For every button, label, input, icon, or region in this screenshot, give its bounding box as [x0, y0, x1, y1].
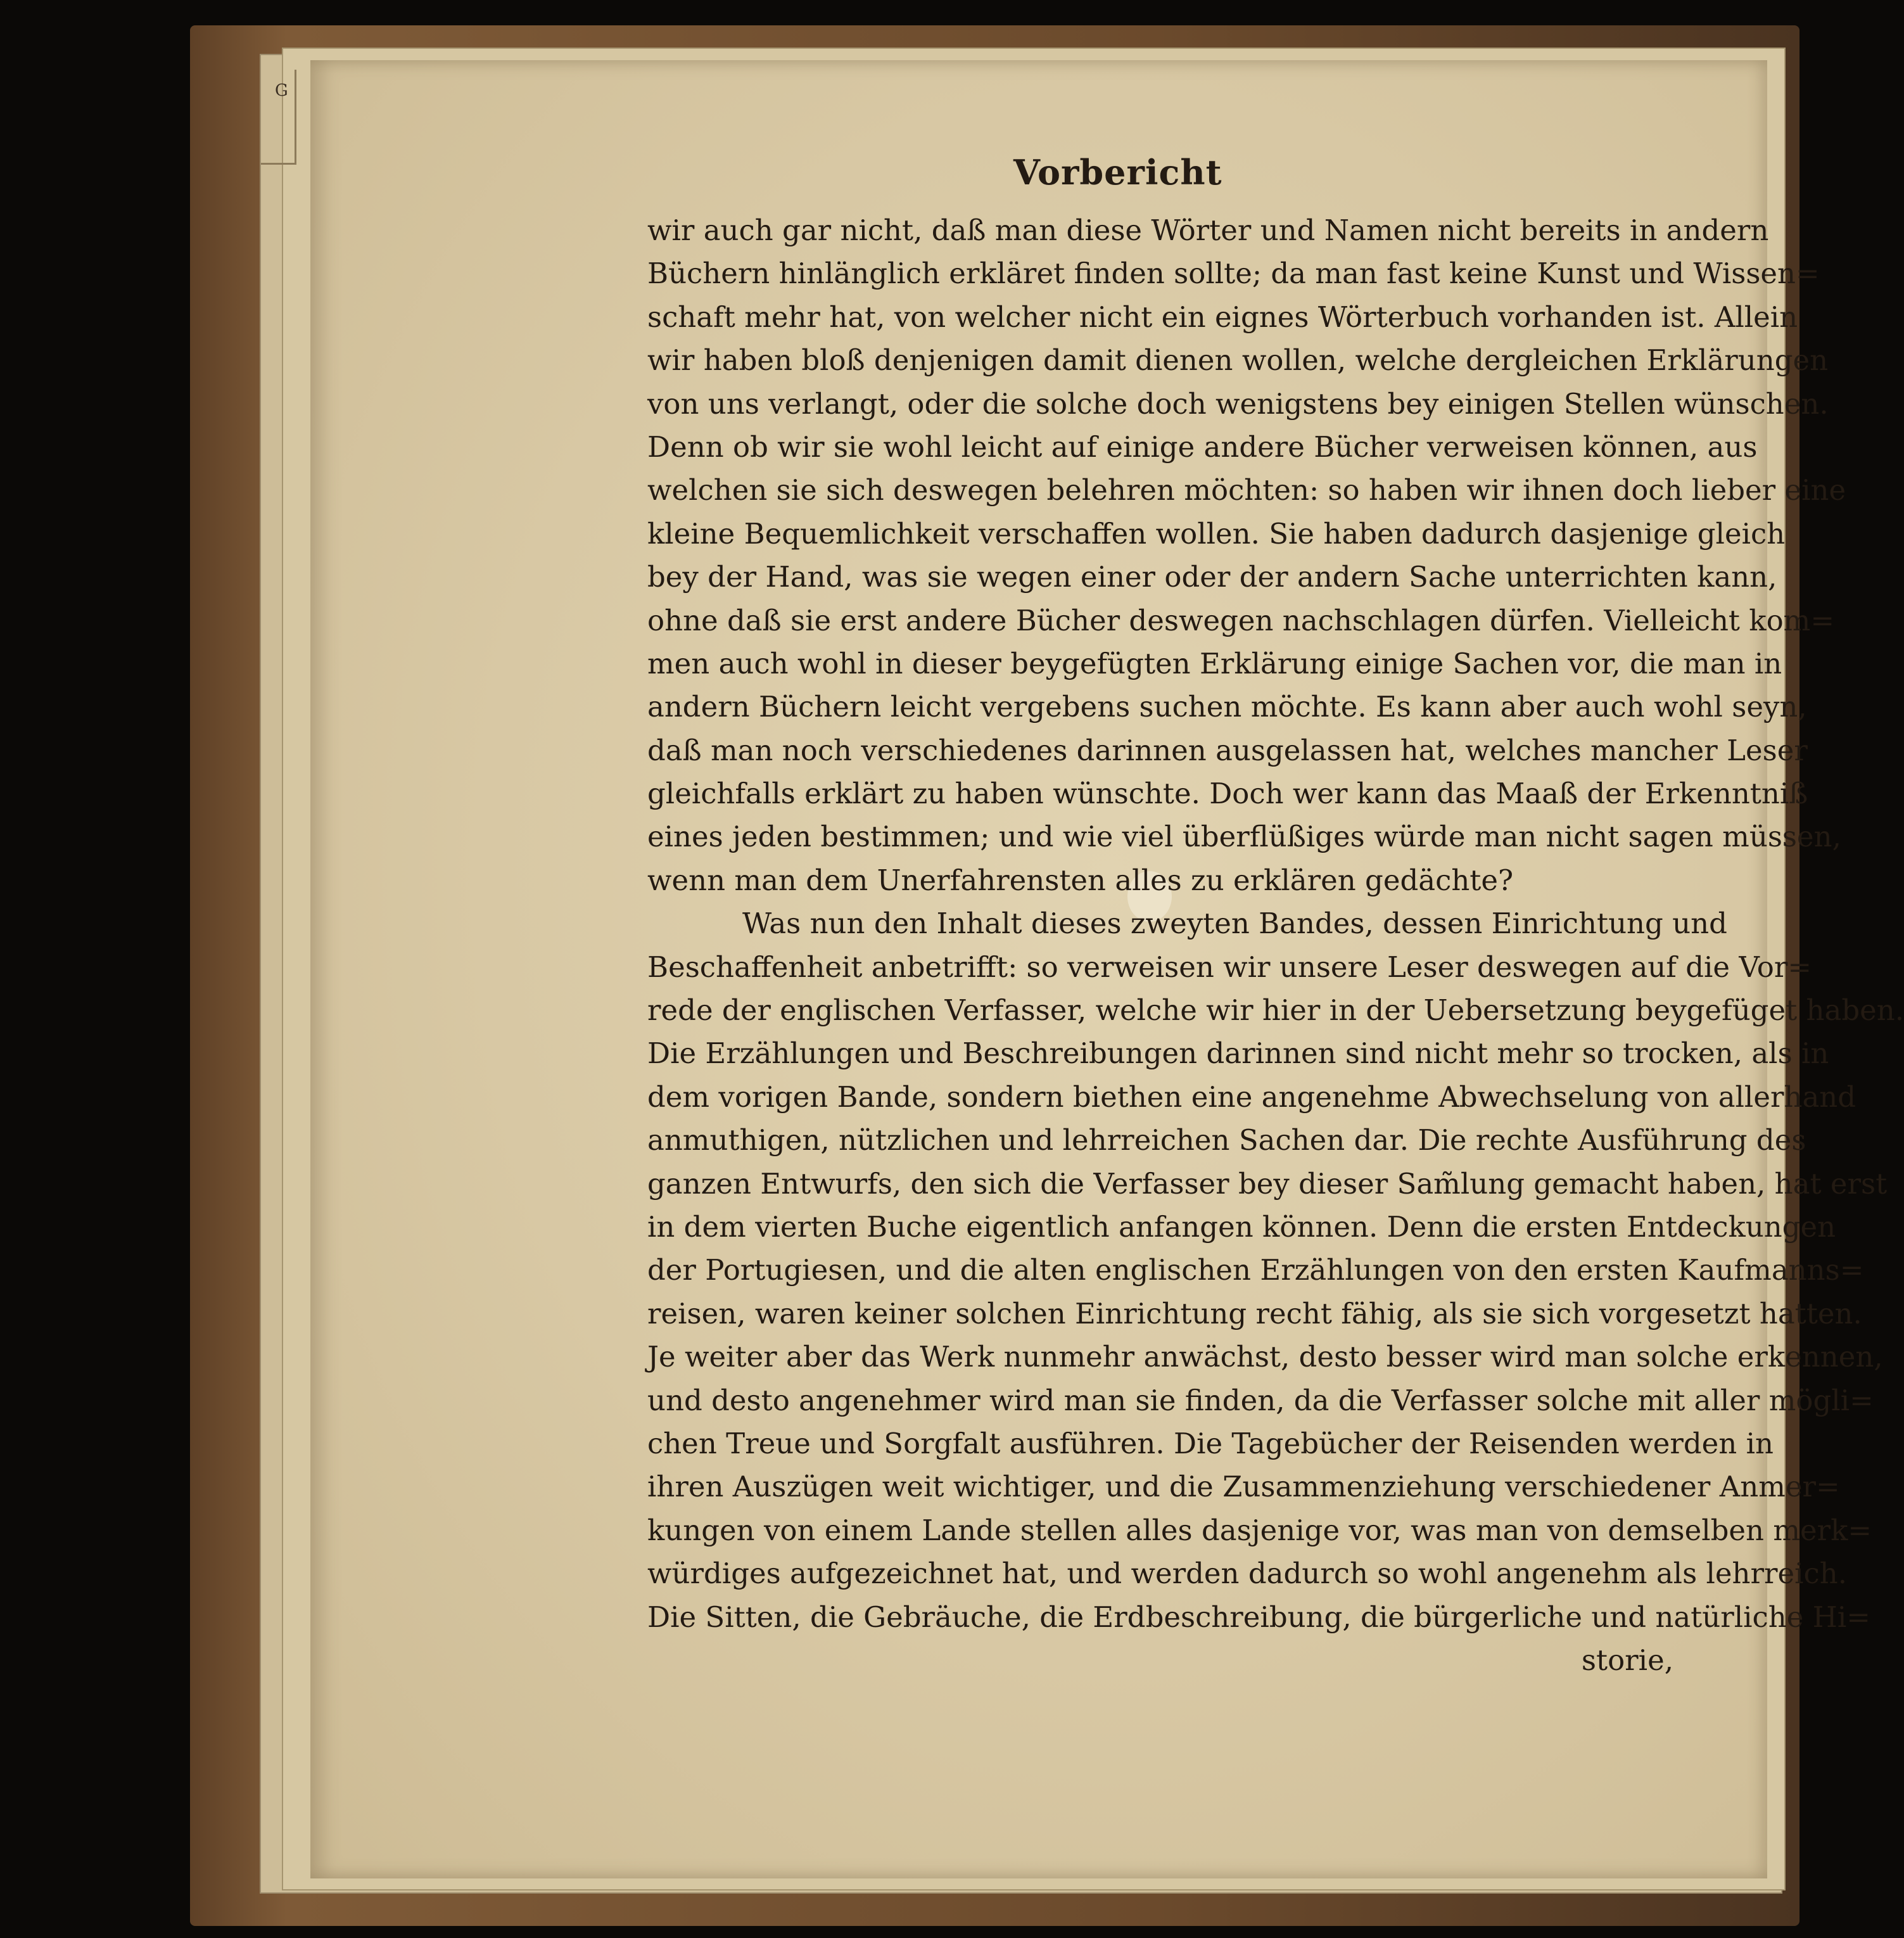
text-line: andern Büchern leicht vergebens suchen möchte. Es kann aber auch wohl seyn,: [647, 690, 1807, 724]
text-line: von uns verlangt, oder die solche doch wenigstens bey einigen Stellen wünschen.: [647, 386, 1829, 421]
text-line: wir haben bloß denjenigen damit dienen wollen, welche dergleichen Erklärungen: [647, 343, 1829, 378]
text-line: schaft mehr hat, von welcher nicht ein eignes Wörterbuch vorhanden ist. Allein: [647, 300, 1798, 334]
text-line: und desto angenehmer wird man sie finden, da die Verfasser solche mit aller mögli=: [647, 1383, 1874, 1417]
text-line: Die Erzählungen und Beschreibungen darinnen sind nicht mehr so trocken, als in: [647, 1036, 1829, 1071]
text-line: Büchern hinlänglich erkläret finden sollte; da man fast keine Kunst und Wissen=: [647, 257, 1820, 291]
text-line: würdiges aufgezeichnet hat, und werden dadurch so wohl angenehm als lehrreich.: [647, 1557, 1847, 1591]
text-line: kleine Bequemlichkeit verschaffen wollen. Sie haben dadurch dasjenige gleich: [647, 516, 1786, 551]
text-line: Je weiter aber das Werk nunmehr anwächst, desto besser wird man solche erkennen,: [647, 1340, 1883, 1374]
body-text: [647, 209, 1904, 1682]
text-line: men auch wohl in dieser beygefügten Erklärung einige Sachen vor, die man in: [647, 646, 1782, 680]
text-line: der Portugiesen, und die alten englischen Erzählungen von den ersten Kaufmanns=: [647, 1253, 1864, 1287]
text-line: Denn ob wir sie wohl leicht auf einige andere Bücher verweisen können, aus: [647, 430, 1758, 464]
text-line: in dem vierten Buche eigentlich anfangen können. Denn die ersten Entdeckungen: [647, 1209, 1836, 1244]
index-tab: [261, 70, 296, 165]
text-line: eines jeden bestimmen; und wie viel überflüßiges würde man nicht sagen müssen,: [647, 820, 1841, 854]
text-line: Was nun den Inhalt dieses zweyten Bandes, dessen Einrichtung und: [742, 907, 1727, 941]
text-line: gleichfalls erklärt zu haben wünschte. Doch wer kann das Maaß der Erkenntniß: [647, 777, 1808, 811]
text-line: dem vorigen Bande, sondern biethen eine angenehme Abwechselung von allerhand: [647, 1080, 1856, 1114]
text-line: wir auch gar nicht, daß man diese Wörter und Namen nicht bereits in andern: [647, 214, 1769, 247]
text-line: daß man noch verschiedenes darinnen ausgelassen hat, welches mancher Leser: [647, 733, 1808, 767]
text-line: bey der Hand, was sie wegen einer oder der andern Sache unterrichten kann,: [647, 560, 1777, 594]
text-line: ganzen Entwurfs, den sich die Verfasser bey dieser Sam̃lung gemacht haben, hat erst: [647, 1166, 1888, 1201]
text-line: Beschaffenheit anbetrifft: so verweisen wir unsere Leser deswegen auf die Vor=: [647, 950, 1812, 984]
text-line: kungen von einem Lande stellen alles dasjenige vor, was man von demselben merk=: [647, 1513, 1872, 1547]
text-line: Die Sitten, die Gebräuche, die Erdbeschreibung, die bürgerliche und natürliche Hi=: [647, 1600, 1871, 1634]
running-head: Vorbericht: [1013, 152, 1222, 193]
text-line: welchen sie sich deswegen belehren möchten: so haben wir ihnen doch lieber eine: [647, 473, 1846, 507]
text-line: chen Treue und Sorgfalt ausführen. Die Tagebücher der Reisenden werden in: [647, 1426, 1774, 1460]
text-line: rede der englischen Verfasser, welche wir hier in der Uebersetzung beygefüget haben.: [647, 993, 1904, 1028]
text-line: ihren Auszügen weit wichtiger, und die Zusammenziehung verschiedener Anmer=: [647, 1470, 1840, 1504]
text-line: reisen, waren keiner solchen Einrichtung recht fähig, als sie sich vorgesetzt hatten.: [647, 1296, 1862, 1330]
catchword: storie,: [1581, 1643, 1673, 1677]
text-line: wenn man dem Unerfahrensten alles zu erklären gedächte?: [647, 863, 1514, 897]
text-line: anmuthigen, nützlichen und lehrreichen Sachen dar. Die rechte Ausführung des: [647, 1123, 1806, 1157]
text-line: ohne daß sie erst andere Bücher deswegen nachschlagen dürfen. Vielleicht kom=: [647, 603, 1835, 637]
index-tab-letter: G: [275, 81, 288, 100]
